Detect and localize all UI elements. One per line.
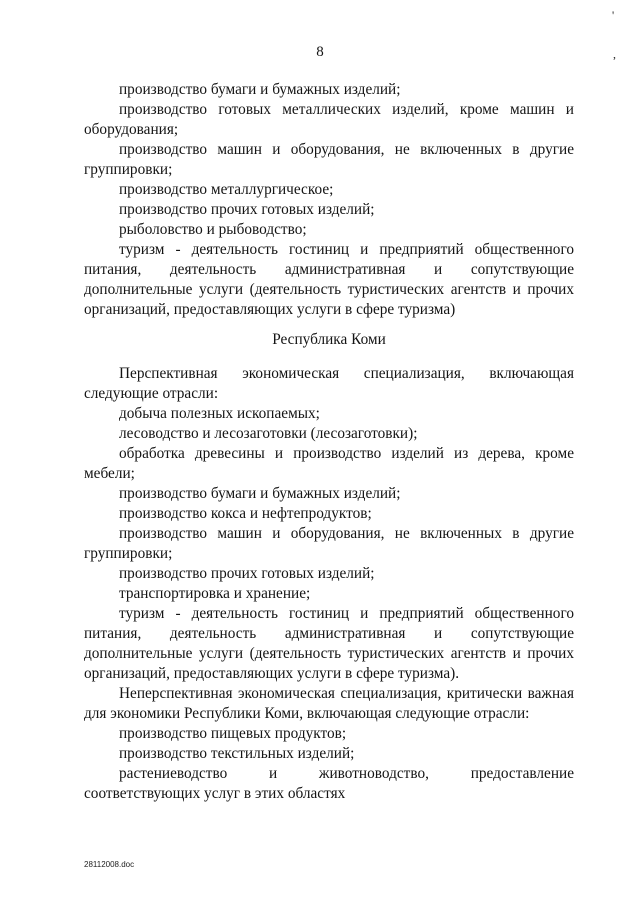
list-item: туризм - деятельность гостиниц и предприятий общественного питания, деятельность административная и сопутствующие дополнительные услуги (деятельность туристических агентств и прочих организаций, предоставляющих услуги в сфере туризма). xyxy=(84,605,574,682)
list-item: туризм - деятельность гостиниц и предприятий общественного питания, деятельность административная и сопутствующие дополнительные услуги (деятельность туристических агентств и прочих организаций, предоставляющих услуги в сфере туризма) xyxy=(84,241,574,318)
scan-mark-top: ' xyxy=(612,8,615,22)
list-item: лесоводство и лесозаготовки (лесозаготовки); xyxy=(119,425,418,442)
list-item: производство готовых металлических изделий, кроме машин и оборудования; xyxy=(84,101,574,138)
list-item: производство пищевых продуктов; xyxy=(119,725,347,742)
list-item: рыболовство и рыбоводство; xyxy=(119,221,307,238)
file-name-footer: 28112008.doc xyxy=(84,860,135,869)
list-item: производство бумаги и бумажных изделий; xyxy=(119,485,401,502)
page-number: 8 xyxy=(316,44,324,60)
section-intro: Неперспективная экономическая специализация, критически важная для экономики Республики Коми, включающая следующие отрасли: xyxy=(84,685,574,722)
list-item: растениеводство и животноводство, предоставление соответствующих услуг в этих областях xyxy=(84,765,574,802)
list-item: транспортировка и хранение; xyxy=(119,585,311,602)
section-intro: Перспективная экономическая специализация, включающая следующие отрасли: xyxy=(84,365,574,402)
list-item: производство бумаги и бумажных изделий; xyxy=(119,81,401,98)
list-item: производство кокса и нефтепродуктов; xyxy=(119,505,372,522)
list-item: производство металлургическое; xyxy=(119,181,334,198)
list-item: производство текстильных изделий; xyxy=(119,745,355,762)
scan-mark-right: , xyxy=(613,47,616,61)
section-1-list xyxy=(84,80,574,320)
list-item: производство машин и оборудования, не включенных в другие группировки; xyxy=(84,525,574,562)
region-heading: Республика Коми xyxy=(272,331,386,348)
section-2-list xyxy=(84,364,574,804)
list-item: производство прочих готовых изделий; xyxy=(119,565,375,582)
list-item: обработка древесины и производство изделий из дерева, кроме мебели; xyxy=(84,445,574,482)
list-item: добыча полезных ископаемых; xyxy=(119,405,320,422)
list-item: производство прочих готовых изделий; xyxy=(119,201,375,218)
list-item: производство машин и оборудования, не включенных в другие группировки; xyxy=(84,141,574,178)
region-heading-block xyxy=(84,330,574,350)
